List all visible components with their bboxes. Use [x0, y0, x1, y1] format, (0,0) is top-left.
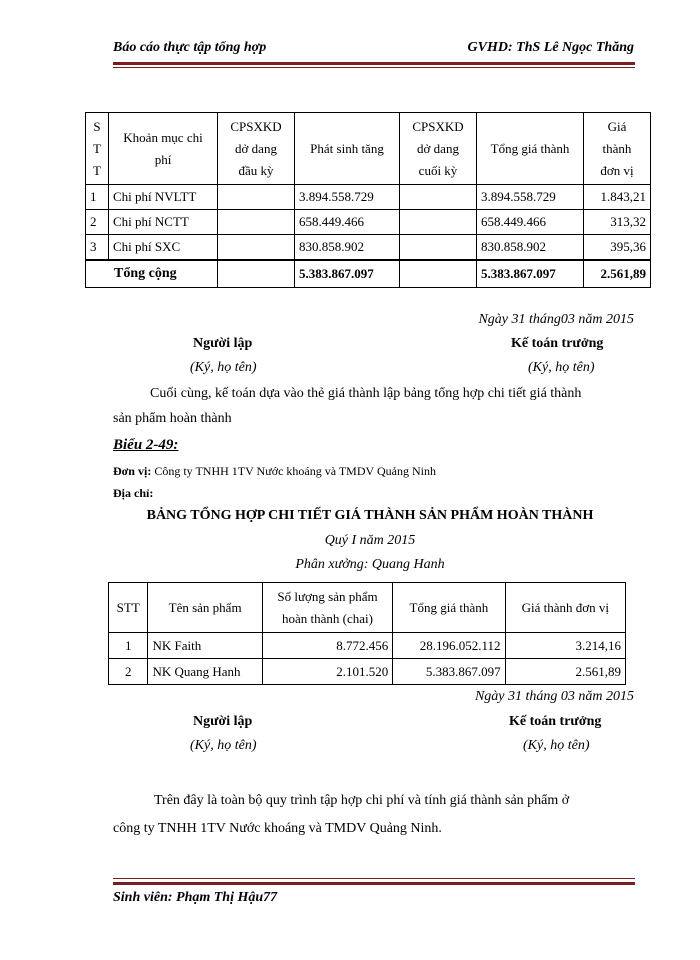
cell-begin — [218, 185, 295, 210]
unit-line — [113, 464, 436, 479]
th2-total: Tổng giá thành — [393, 583, 505, 633]
cell-total-incurred: 5.383.867.097 — [295, 260, 400, 288]
cost-table — [85, 112, 651, 288]
cell2-name: NK Quang Hanh — [148, 659, 262, 685]
chief-accountant-title-1: Kế toán trưởng — [511, 336, 604, 351]
th2-qty-l2: hoàn thành (chai) — [282, 610, 373, 626]
cell-begin — [218, 210, 295, 235]
cell-unit: 395,36 — [584, 235, 651, 260]
cell2-stt: 1 — [109, 633, 148, 659]
th2-qty-l1: Số lượng sản phẩm — [277, 588, 378, 604]
unit-value: Công ty TNHH 1TV Nước khoáng và TMDV Quảng Ninh — [154, 464, 436, 478]
cell-unit: 1.843,21 — [584, 185, 651, 210]
cell-end — [400, 210, 477, 235]
th-begin-l3: đầu kỳ — [238, 162, 274, 178]
th-end-l2: dở dang — [417, 140, 459, 156]
header-right: GVHD: ThS Lê Ngọc Thăng — [467, 40, 634, 55]
cell-stt: 3 — [86, 235, 109, 260]
footer-rule-thin — [113, 878, 635, 879]
th-end — [400, 113, 477, 185]
table-row — [109, 659, 626, 685]
table-row — [109, 633, 626, 659]
unit-label: Đơn vị: — [113, 464, 152, 478]
date-line-2: Ngày 31 tháng 03 năm 2015 — [474, 689, 634, 704]
cell-stt: 1 — [86, 185, 109, 210]
cell2-unit: 2.561,89 — [505, 659, 625, 685]
workshop: Phân xưởng: Quang Hanh — [295, 557, 445, 572]
th-unit-l2: thành — [602, 140, 632, 156]
cell-incurred: 830.858.902 — [295, 235, 400, 260]
th2-name: Tên sản phẩm — [148, 583, 262, 633]
chief-accountant-title-2: Kế toán trưởng — [509, 714, 602, 729]
product-table-header-row — [109, 583, 626, 633]
cell-total-total: 5.383.867.097 — [477, 260, 584, 288]
header-left: Báo cáo thực tập tổng hợp — [113, 40, 267, 55]
th-stt — [86, 113, 109, 185]
table-row — [86, 235, 651, 260]
th-begin-l1: CPSXKD — [230, 118, 282, 134]
footer-student: Sinh viên: Phạm Thị Hậu77 — [113, 890, 278, 905]
total-row — [86, 260, 651, 288]
cell-total: 830.858.902 — [477, 235, 584, 260]
cost-table-header-row — [86, 113, 651, 185]
cell-item: Chi phí NVLTT — [109, 185, 218, 210]
cell-total: 3.894.558.729 — [477, 185, 584, 210]
th-end-l3: cuối kỳ — [418, 162, 458, 178]
th-item — [109, 113, 218, 185]
th-item-l2: phí — [154, 151, 172, 167]
th2-stt: STT — [109, 583, 148, 633]
th-total: Tổng giá thành — [477, 113, 584, 185]
product-table — [108, 582, 626, 685]
th-unit — [584, 113, 651, 185]
cell-begin — [218, 235, 295, 260]
th-end-l1: CPSXKD — [412, 118, 464, 134]
cell-total-unit: 2.561,89 — [584, 260, 651, 288]
cell2-qty: 2.101.520 — [262, 659, 393, 685]
preparer-title-2: Người lập — [193, 714, 253, 729]
preparer-title-1: Người lập — [193, 336, 253, 351]
header-rule-thick — [113, 62, 635, 65]
cell-end — [400, 235, 477, 260]
paragraph-1-line-2: sản phẩm hoàn thành — [113, 411, 232, 426]
table-row — [86, 210, 651, 235]
footer-rule-thick — [113, 882, 635, 885]
bieu-label: Biểu 2-49: — [113, 437, 179, 453]
date-line-1: Ngày 31 tháng03 năm 2015 — [478, 312, 634, 327]
cell-item: Chi phí NCTT — [109, 210, 218, 235]
cell2-unit: 3.214,16 — [505, 633, 625, 659]
cell2-name: NK Faith — [148, 633, 262, 659]
cell-total: 658.449.466 — [477, 210, 584, 235]
table-row — [86, 185, 651, 210]
th-begin-l2: dở dang — [235, 140, 277, 156]
paragraph-1-line-1: Cuối cùng, kế toán dựa vào thẻ giá thành lập bảng tổng hợp chi tiết giá thành — [150, 386, 582, 401]
paragraph-2-line-1: Trên đây là toàn bộ quy trình tập hợp chi phí và tính giá thành sản phẩm ở — [154, 793, 570, 808]
preparer-sign-1: (Ký, họ tên) — [190, 360, 257, 375]
address-label: Địa chỉ: — [113, 486, 154, 500]
table2-title: BẢNG TỔNG HỢP CHI TIẾT GIÁ THÀNH SẢN PHẨM HOÀN THÀNH — [146, 508, 594, 523]
th-stt-t1: T — [93, 140, 101, 156]
cell2-qty: 8.772.456 — [262, 633, 393, 659]
th2-qty — [262, 583, 393, 633]
th-unit-l1: Giá — [607, 118, 627, 134]
chief-accountant-sign-1: (Ký, họ tên) — [528, 360, 595, 375]
cell-unit: 313,32 — [584, 210, 651, 235]
header-rule-thin — [113, 67, 635, 68]
th-stt-t2: T — [93, 162, 101, 178]
th-begin — [218, 113, 295, 185]
cell-stt: 2 — [86, 210, 109, 235]
cell-total-end — [400, 260, 477, 288]
preparer-sign-2: (Ký, họ tên) — [190, 738, 257, 753]
cell-incurred: 658.449.466 — [295, 210, 400, 235]
cell2-total: 5.383.867.097 — [393, 659, 505, 685]
th-unit-l3: đơn vị — [600, 162, 634, 178]
quarter: Quý I năm 2015 — [324, 533, 416, 548]
cell-end — [400, 185, 477, 210]
th-item-l1: Khoản mục chi — [123, 129, 203, 145]
th-incurred: Phát sinh tăng — [295, 113, 400, 185]
cell-total-begin — [218, 260, 295, 288]
th-stt-s: S — [93, 118, 101, 134]
chief-accountant-sign-2: (Ký, họ tên) — [523, 738, 590, 753]
th2-unit: Giá thành đơn vị — [505, 583, 625, 633]
cell-item: Chi phí SXC — [109, 235, 218, 260]
paragraph-2-line-2: công ty TNHH 1TV Nước khoáng và TMDV Quảng Ninh. — [113, 821, 442, 836]
cell-incurred: 3.894.558.729 — [295, 185, 400, 210]
cell-total-label: Tổng cộng — [86, 260, 218, 288]
cell2-total: 28.196.052.112 — [393, 633, 505, 659]
cell2-stt: 2 — [109, 659, 148, 685]
